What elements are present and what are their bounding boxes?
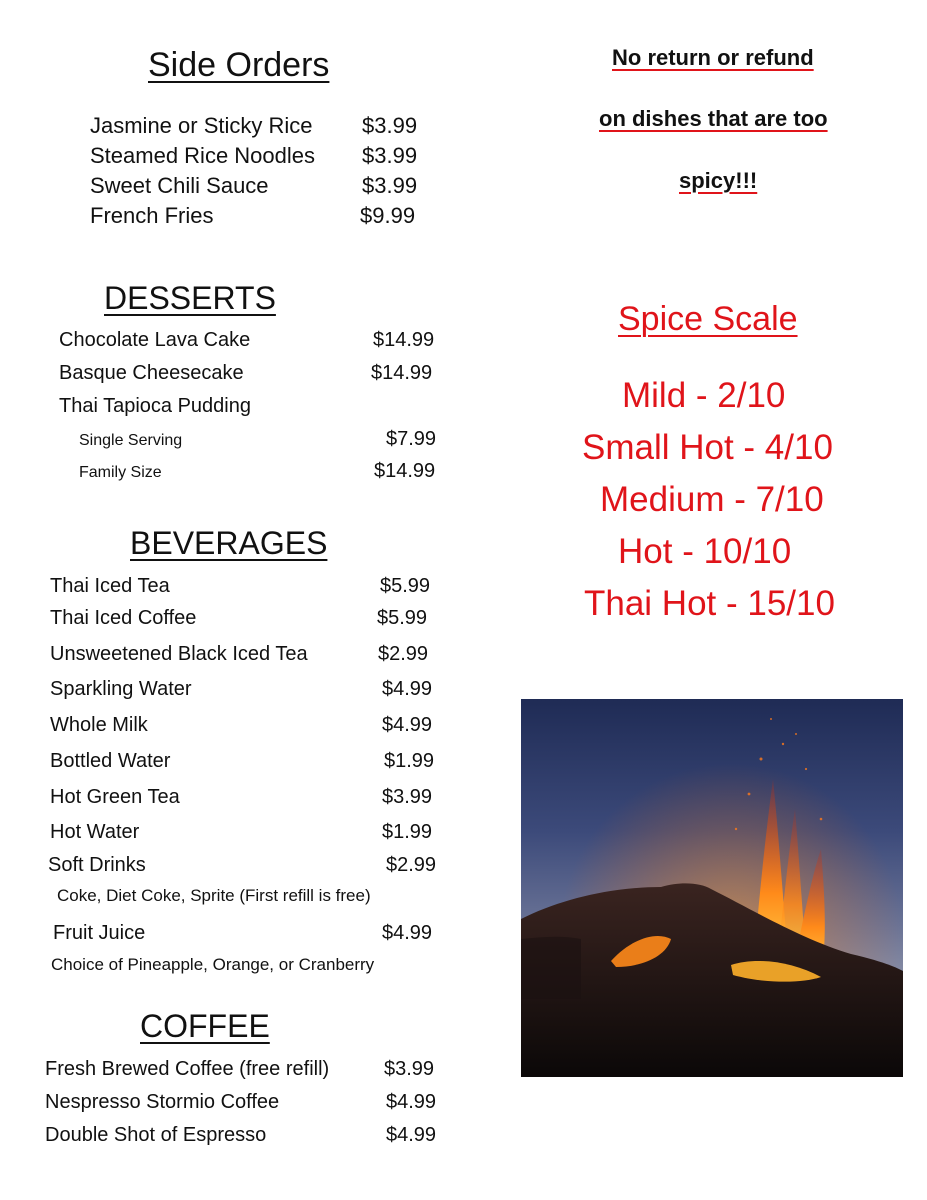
menu-item-name: Hot Water xyxy=(50,821,140,843)
menu-item-price: $3.99 xyxy=(384,1058,435,1080)
menu-item-price: $4.99 xyxy=(386,1124,437,1146)
spice-level: Mild - 2/10 xyxy=(622,376,786,415)
menu-item-price: $7.99 xyxy=(386,428,437,450)
menu-item-name: Bottled Water xyxy=(50,750,171,772)
side-orders-heading: Side Orders xyxy=(148,46,330,84)
menu-item-name: Whole Milk xyxy=(50,714,148,736)
menu-item-name: Fresh Brewed Coffee (free refill) xyxy=(45,1058,330,1080)
menu-item-price: $3.99 xyxy=(362,143,418,168)
menu-item-name: Nespresso Stormio Coffee xyxy=(45,1091,280,1113)
menu-item-price: $5.99 xyxy=(380,575,431,597)
menu-item-name: Thai Iced Tea xyxy=(50,575,170,597)
spice-level: Medium - 7/10 xyxy=(600,480,824,519)
spice-scale-heading: Spice Scale xyxy=(618,300,798,338)
menu-item-price: $4.99 xyxy=(382,714,433,736)
menu-item-name: Basque Cheesecake xyxy=(59,362,244,384)
menu-item-price: $1.99 xyxy=(382,821,433,843)
menu-item-name: Sweet Chili Sauce xyxy=(90,173,269,198)
menu-item-price: $2.99 xyxy=(386,854,437,876)
menu-item-name: Thai Tapioca Pudding xyxy=(59,395,251,417)
coffee-heading: COFFEE xyxy=(140,1008,270,1044)
menu-item-name: Unsweetened Black Iced Tea xyxy=(50,643,308,665)
menu-item-name: Thai Iced Coffee xyxy=(50,607,197,629)
menu-item-price: $9.99 xyxy=(360,203,416,228)
menu-item-price: $14.99 xyxy=(373,329,435,351)
menu-item-name: Steamed Rice Noodles xyxy=(90,143,316,168)
juice-note: Choice of Pineapple, Orange, or Cranberry xyxy=(51,955,375,974)
menu-item-price: $4.99 xyxy=(382,678,433,700)
menu-item-price: $4.99 xyxy=(386,1091,437,1113)
menu-sub-item-name: Single Serving xyxy=(79,432,183,449)
menu-item-name: Soft Drinks xyxy=(48,854,146,876)
spice-level: Hot - 10/10 xyxy=(618,532,792,571)
menu-item-price: $3.99 xyxy=(382,786,433,808)
menu-sub-item-name: Family Size xyxy=(79,464,162,481)
menu-item-name: Sparkling Water xyxy=(50,678,192,700)
menu-item-price: $2.99 xyxy=(378,643,429,665)
menu-item-price: $14.99 xyxy=(374,460,436,482)
soft-drinks-note: Coke, Diet Coke, Sprite (First refill is free) xyxy=(57,886,371,905)
menu-item-price: $1.99 xyxy=(384,750,435,772)
menu-item-name: French Fries xyxy=(90,203,214,228)
beverages-heading: BEVERAGES xyxy=(130,525,328,561)
volcano-image xyxy=(521,699,903,1077)
menu-item-name: Double Shot of Espresso xyxy=(45,1124,267,1146)
refund-notice-line: No return or refund xyxy=(612,45,814,70)
spice-level: Thai Hot - 15/10 xyxy=(584,584,835,623)
menu-item-name: Chocolate Lava Cake xyxy=(59,329,251,351)
refund-notice-line: spicy!!! xyxy=(679,168,758,193)
menu-item-price: $14.99 xyxy=(371,362,433,384)
menu-item-name: Jasmine or Sticky Rice xyxy=(90,113,313,138)
menu-item-name: Fruit Juice xyxy=(53,922,146,944)
spice-level: Small Hot - 4/10 xyxy=(582,428,833,467)
menu-item-price: $3.99 xyxy=(362,173,418,198)
menu-item-price: $4.99 xyxy=(382,922,433,944)
menu-item-price: $5.99 xyxy=(377,607,428,629)
menu-item-name: Hot Green Tea xyxy=(50,786,180,808)
refund-notice-line: on dishes that are too xyxy=(599,106,828,131)
menu-item-price: $3.99 xyxy=(362,113,418,138)
desserts-heading: DESSERTS xyxy=(104,280,276,316)
